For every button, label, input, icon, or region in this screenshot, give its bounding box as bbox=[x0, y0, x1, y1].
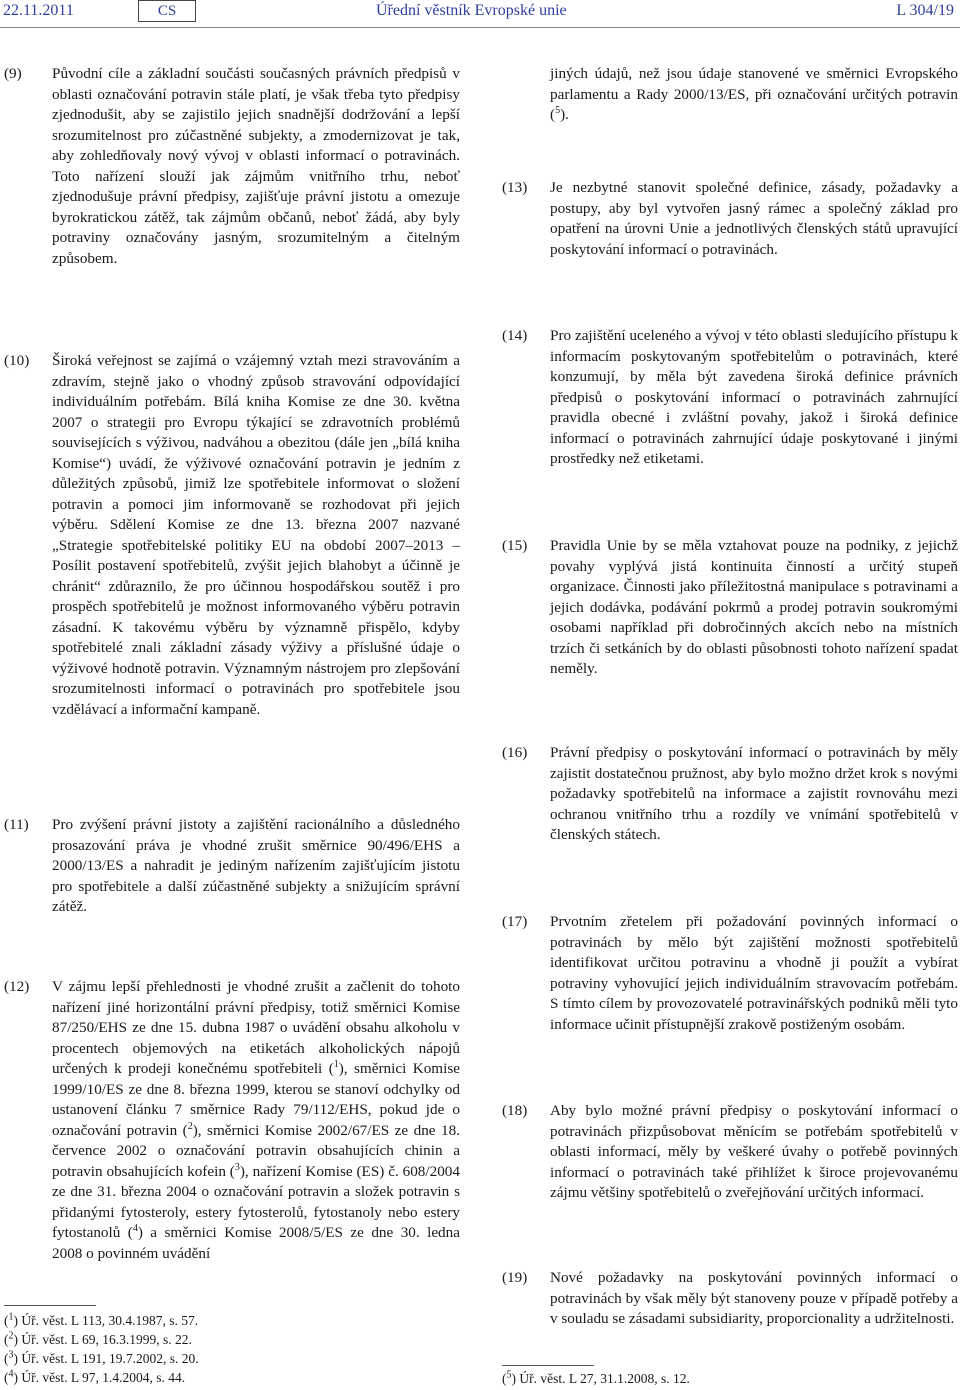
page-header bbox=[0, 0, 960, 26]
recital-number: (12) bbox=[4, 978, 30, 995]
recital-text: Pro zajištění uceleného a vývoj v této oblasti sledujícího přístupu k informacím poskytovaným spotřebitelům o potravinách, které konzumují, by měla být zavedena široká definice právních předpisů o poskytování informací o potravinách zahrnující pravidla obecné i zvláštní povahy, jakož i široká definice informací o potravinách zahrnující údaje poskytované i jinými prostředky než etiketami. bbox=[550, 327, 958, 467]
footnote-2: ($^2$) Úř. věst. L 69, 16.3.1999, s. 22. bbox=[4, 1330, 192, 1347]
footnote-divider bbox=[502, 1365, 594, 1366]
recital-text: Pravidla Unie by se měla vztahovat pouze na podniky, z jejichž povahy vyplývá jistá kontinuita činností a určitý stupeň organizace. Činnosti jako příležitostná manipulace s potravinami a jejich dodávka, podávání pokrmů a prodej potravin soukromými osobami například při dobročinných akcích nebo na místních trzích či setkáních by do oblasti působnosti tohoto nařízení spadat neměly. bbox=[550, 537, 958, 677]
footnote-3: ($^3$) Úř. věst. L 191, 19.7.2002, s. 20. bbox=[4, 1349, 199, 1366]
recital-number: (15) bbox=[502, 537, 528, 554]
recital-number: (10) bbox=[4, 352, 30, 369]
recital-number: (9) bbox=[4, 65, 22, 82]
recital-text: Je nezbytné stanovit společné definice, zásady, požadavky a postupy, aby byl vytvořen jasný rámec a společný základ pro opatření na úrovni Unie a jednotlivých členských států upravující poskytování informací o potravinách. bbox=[550, 179, 958, 258]
recital-text: Prvotním zřetelem při požadování povinných informací o potravinách by mělo být zajištění možnosti spotřebitelů identifikovat určitou potravinu a vhodně ji použít a vybírat potraviny vyhovující jejich individuálním stravovacím potřebám. S tímto cílem by provozovatelé potravinářských podniků měli tyto informace učinit přístupnější zrakově postiženým osobám. bbox=[550, 913, 958, 1033]
recital-text: jiných údajů, než jsou údaje stanovené ve směrnici Evropského parlamentu a Rady 2000/13/ES, při označování určitých potravin ($^5$). bbox=[550, 65, 958, 123]
recital-text: Právní předpisy o poskytování informací o potravinách by měly zajistit dostatečnou pružnost, aby bylo možno držet krok s novými požadavky spotřebitelů na informace a zajistit rovnováhu mezi ochranou vnitřního trhu a rozdíly ve vnímání spotřebitelů v členských státech. bbox=[550, 744, 958, 843]
recital-text: Původní cíle a základní součásti současných právních předpisů v oblasti označování potravin stále platí, je však třeba tyto předpisy zjednodušit, aby se zajistilo jejich snadnější dodržování a lepší srozumitelnost pro zúčastněné subjekty, a zmodernizovat je tak, aby zohledňovaly nový vývoj v oblasti informací o potravinách. Toto nařízení slouží jak zájmům vnitřního trhu, neboť zjednodušuje právní předpisy, zajišťuje právní jistotu a omezuje byrokratickou zátěž, tak zájmům občanů, neboť žádá, aby byly potraviny označovány jasným, srozumitelným a čitelným způsobem. bbox=[52, 65, 460, 267]
footnote-1: ($^1$) Úř. věst. L 113, 30.4.1987, s. 57. bbox=[4, 1311, 199, 1328]
footnote-ref[interactable]: 1 bbox=[333, 1058, 339, 1070]
footnote-ref[interactable]: 4 bbox=[132, 1222, 138, 1234]
recital-text: Nové požadavky na poskytování povinných informací o potravinách by však měly být stanoveny pouze v případě potřeby a v souladu se zásadami subsidiarity, proporcionality a udržitelnosti. bbox=[550, 1269, 958, 1327]
footnote-ref[interactable]: 3 bbox=[234, 1161, 240, 1173]
recital-text: Aby bylo možné právní předpisy o poskytování informací o potravinách přizpůsobovat měnícím se potřebám spotřebitelů v oblasti informací, měly by veškeré úvahy o potřebě povinných informací o potravinách také přihlížet k široce projevovanému zájmu většiny spotřebitelů o zveřejňování určitých informací. bbox=[550, 1102, 958, 1201]
language-badge: CS bbox=[138, 0, 196, 22]
footnote-4: ($^4$) Úř. věst. L 97, 1.4.2004, s. 44. bbox=[4, 1368, 186, 1385]
header-divider bbox=[0, 27, 960, 28]
recital-text: V zájmu lepší přehlednosti je vhodné zrušit a začlenit do tohoto nařízení jiné horizontální právní předpisy, totiž směrnici Komise 87/250/EHS ze dne 15. dubna 1987 o uvádění obsahu alkoholu v procentech objemových na etiketách alkoholických nápojů určených k prodeji konečnému spotřebiteli ($^1$), směrnici Komise 1999/10/ES ze dne 8. března 1999, kterou se stanoví odchylky od ustanovení článku 7 směrnice Rady 79/112/EHS, pokud jde o označování potravin ($^2$), směrnici Komise 2002/67/ES ze dne 18. července 2002 o označování potravin obsahujících chinin a potravin obsahujících kofein ($^3$), nařízení Komise (ES) č. 608/2004 ze dne 31. března 2004 o označování potravin a složek potravin s přidanými fytosteroly, estery fytosterolů, fytostanoly nebo estery fytostanolů ($^4$) a směrnici Komise 2008/5/ES ze dne 30. ledna 2008 o povinném uvádění bbox=[52, 978, 460, 1262]
journal-title: Úřední věstník Evropské unie bbox=[376, 2, 567, 19]
recital-text: Pro zvýšení právní jistoty a zajištění racionálního a důsledného prosazování práva je vhodné zrušit směrnice 90/496/EHS a 2000/13/ES a nahradit je jediným nařízením zajišťujícím jistotu pro spotřebitele a další zúčastněné subjekty a snižujícím správní zátěž. bbox=[52, 816, 460, 915]
recital-number: (17) bbox=[502, 913, 528, 930]
footnote-divider bbox=[4, 1305, 96, 1306]
recital-number: (14) bbox=[502, 327, 528, 344]
recital-number: (19) bbox=[502, 1269, 528, 1286]
recital-number: (18) bbox=[502, 1102, 528, 1119]
page-number: L 304/19 bbox=[896, 2, 954, 19]
footnote-ref[interactable]: 5 bbox=[555, 104, 561, 116]
recital-text: Široká veřejnost se zajímá o vzájemný vztah mezi stravováním a zdravím, stejně jako o vhodný způsob stravování odpovídající individuálním potřebám. Bílá kniha Komise ze dne 30. května 2007 o strategii pro Evropu týkající se zdravotních problémů souvisejících s výživou, nadváhou a obezitou (dále jen „bílá kniha Komise“) uvádí, že výživové označování potravin je jedním z důležitých způsobů, jimiž lze spotřebitele informovat o složení potravin a pomoci jim informovaně se rozhodovat při jejich výběru. Sdělení Komise ze dne 13. března 2007 nazvané „Strategie spotřebitelské politiky EU na období 2007–2013 – Posílit postavení spotřebitelů, zvýšit jejich blahobyt a účinně je chránit“ zdůraznilo, že pro účinnou hospodářskou soutěž i pro prospěch spotřebitelů je možnost informovaného výběru potravin zásadní. K takovému výběru by významně přispělo, kdyby spotřebitelé znali základní zásady výživy a příslušné údaje o výživové hodnotě potravin. Významným nástrojem pro zlepšování srozumitelnosti informací o potravinách pro spotřebitele jsou vzdělávací a informační kampaně. bbox=[52, 352, 460, 718]
footnote-5: ($^5$) Úř. věst. L 27, 31.1.2008, s. 12. bbox=[502, 1369, 690, 1386]
publication-date: 22.11.2011 bbox=[3, 2, 74, 19]
footnote-ref[interactable]: 2 bbox=[187, 1120, 193, 1132]
recital-number: (16) bbox=[502, 744, 528, 761]
recital-number: (11) bbox=[4, 816, 29, 833]
recital-number: (13) bbox=[502, 179, 528, 196]
